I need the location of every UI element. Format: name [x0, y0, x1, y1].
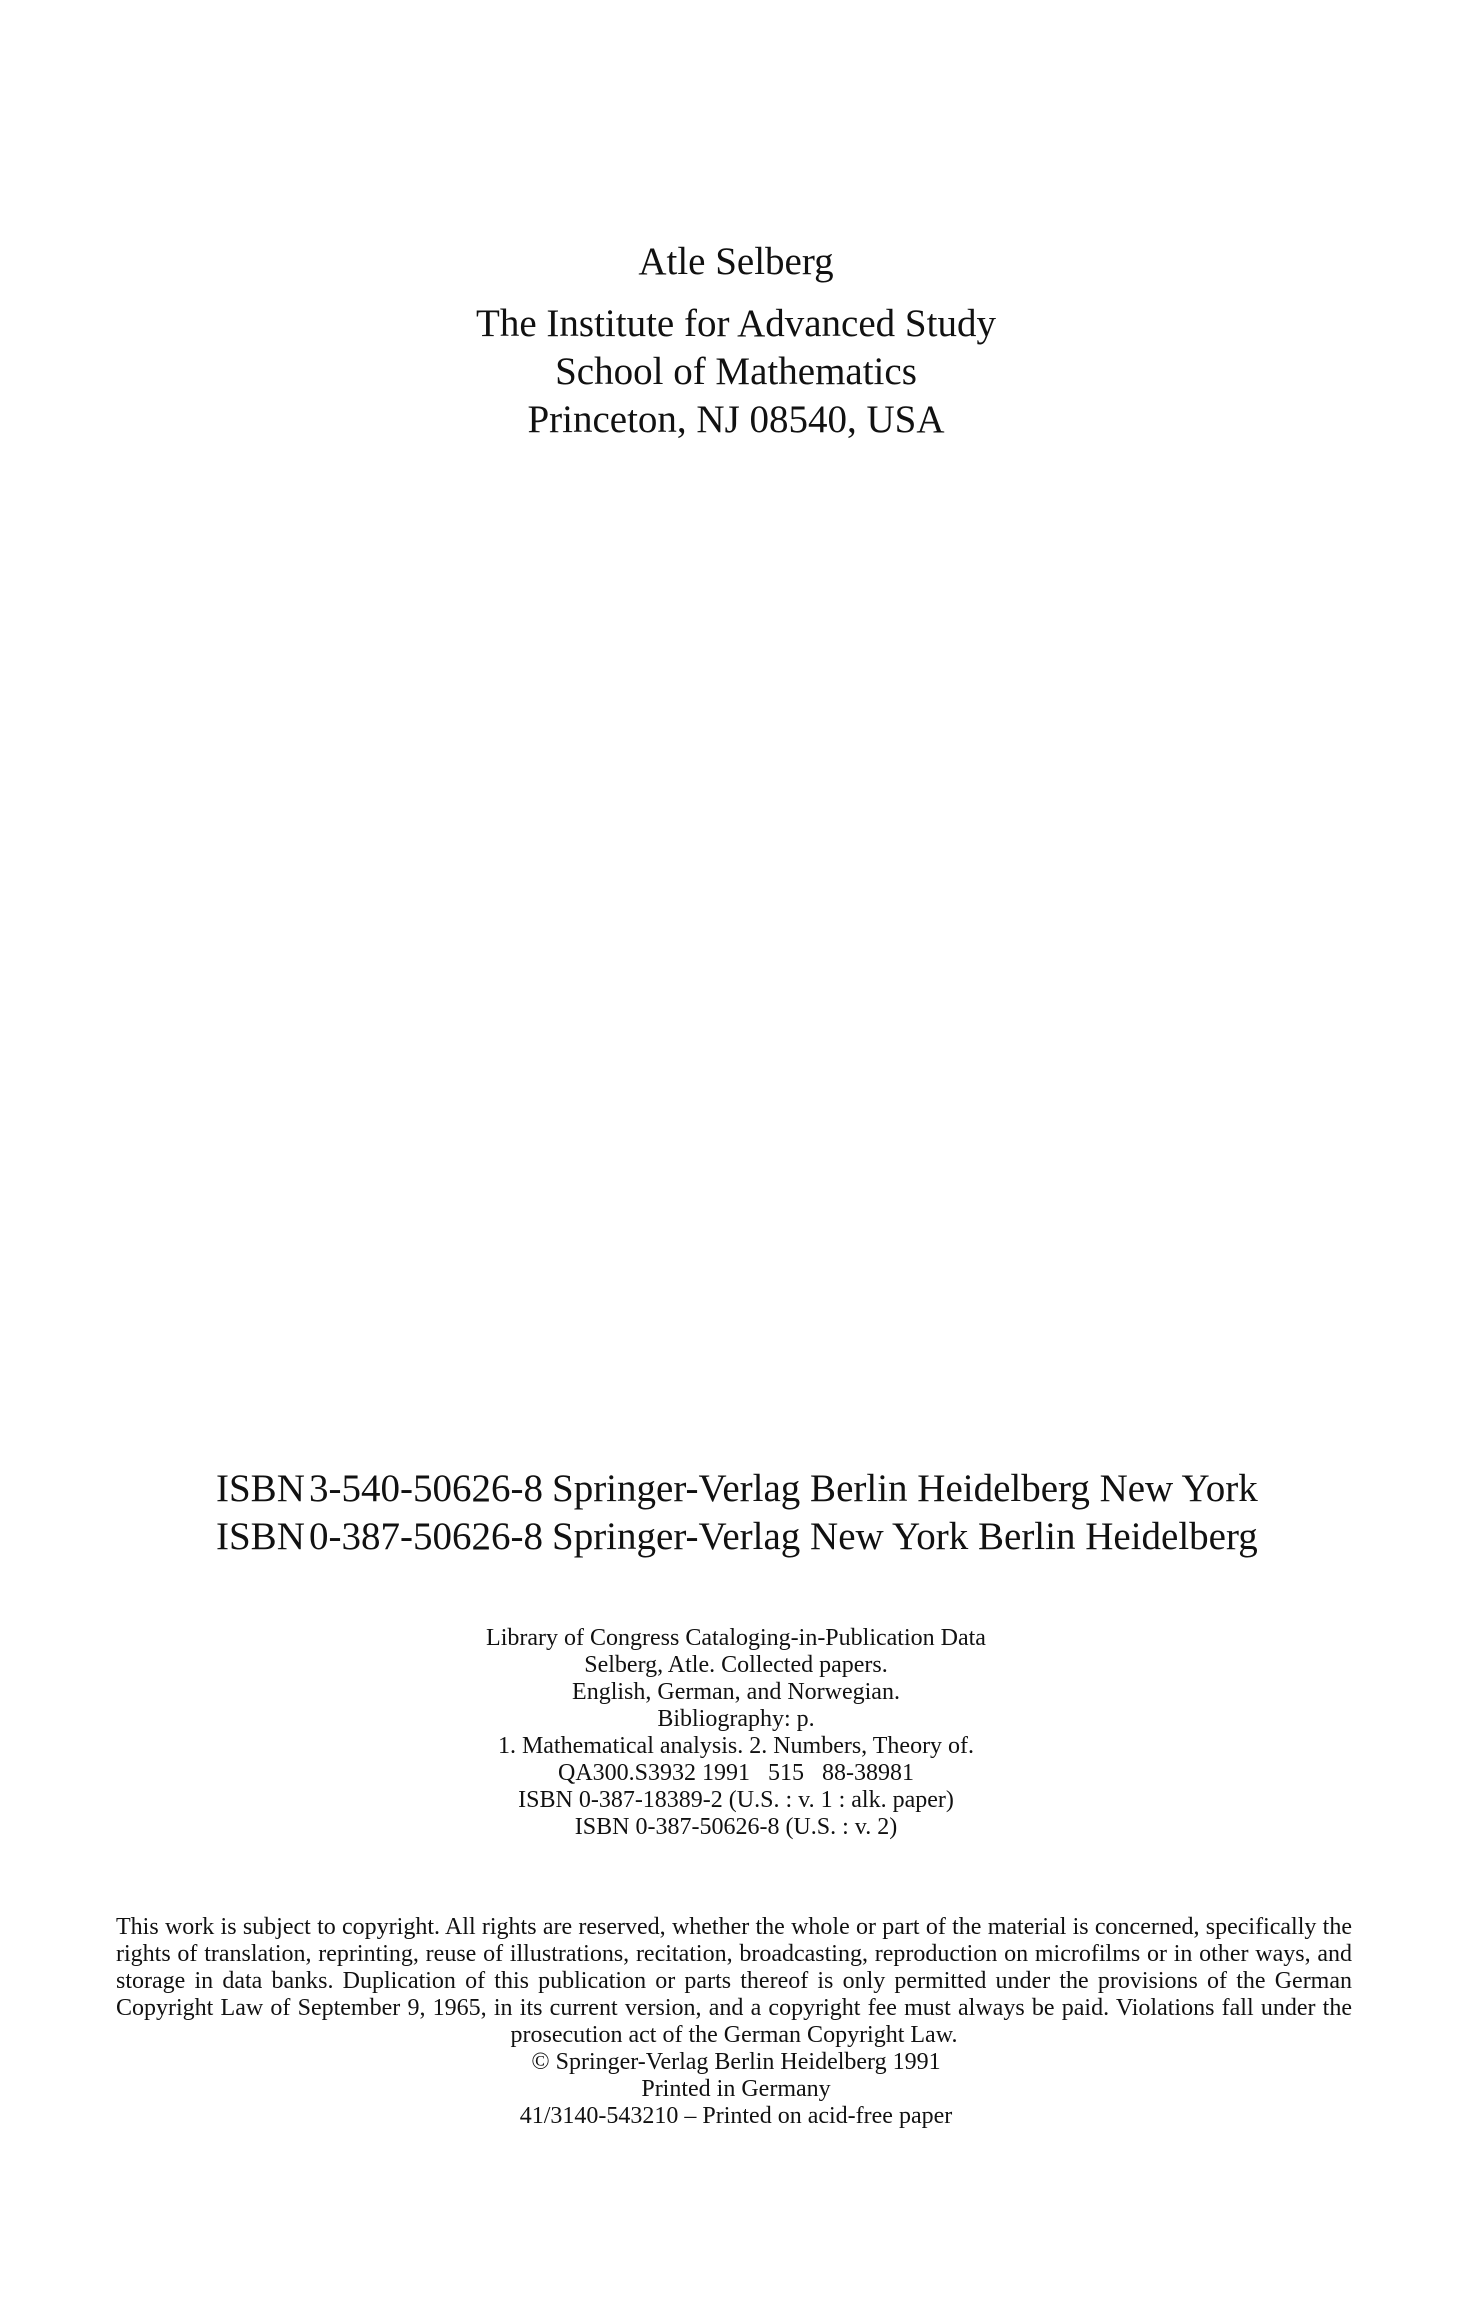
copyright-line: © Springer-Verlag Berlin Heidelberg 1991 — [531, 2049, 941, 2075]
address-line: The Institute for Advanced Study — [476, 302, 996, 345]
address-line: School of Mathematics — [555, 350, 917, 393]
isbn-publisher: Springer-Verlag New York Berlin Heidelberg — [552, 1515, 1258, 1558]
cip-line: 1. Mathematical analysis. 2. Numbers, Theory of. — [497, 1733, 975, 1759]
isbn-label: ISBN — [216, 1515, 305, 1558]
cip-line: QA300.S3932 1991 515 88-38981 — [557, 1760, 914, 1786]
isbn-row — [216, 1513, 1258, 1561]
cip-data-block — [0, 1625, 1472, 1841]
print-code-line: 41/3140-543210 – Printed on acid-free paper — [519, 2103, 953, 2129]
copyright-footer — [0, 2049, 1472, 2130]
cip-line: ISBN 0-387-50626-8 (U.S. : v. 2) — [574, 1814, 898, 1840]
author-name: Atle Selberg — [638, 240, 834, 283]
isbn-publisher: Springer-Verlag Berlin Heidelberg New York — [552, 1467, 1258, 1510]
isbn-number: 3-540-50626-8 — [309, 1467, 543, 1510]
cip-line: Bibliography: p. — [657, 1706, 815, 1732]
isbn-row — [216, 1465, 1258, 1513]
cip-line: English, German, and Norwegian. — [572, 1679, 900, 1705]
copyright-paragraph: This work is subject to copyright. All rights are reserved, whether the whole or part of the material is concerned, specifically the rights of translation, reprinting, reuse of illustrations, recitation, broadcasting, reproduction on microfilms or in other ways, and storage in data banks. Duplication of this publication or parts thereof is only permitted under the provisions of the German Copyright Law of September 9, 1965, in its current version, and a copyright fee must always be paid. Violations fall under the prosecution act of the German Copyright Law. — [116, 1914, 1352, 2048]
cip-line: ISBN 0-387-18389-2 (U.S. : v. 1 : alk. paper) — [518, 1787, 954, 1813]
institution-address — [0, 300, 1472, 444]
isbn-number: 0-387-50626-8 — [309, 1515, 543, 1558]
cip-line: Selberg, Atle. Collected papers. — [584, 1652, 888, 1678]
isbn-block — [216, 1465, 1258, 1561]
cip-line: Library of Congress Cataloging-in-Publication Data — [486, 1625, 986, 1651]
address-line: Princeton, NJ 08540, USA — [527, 398, 945, 441]
isbn-label: ISBN — [216, 1467, 305, 1510]
printed-in-line: Printed in Germany — [641, 2076, 831, 2102]
